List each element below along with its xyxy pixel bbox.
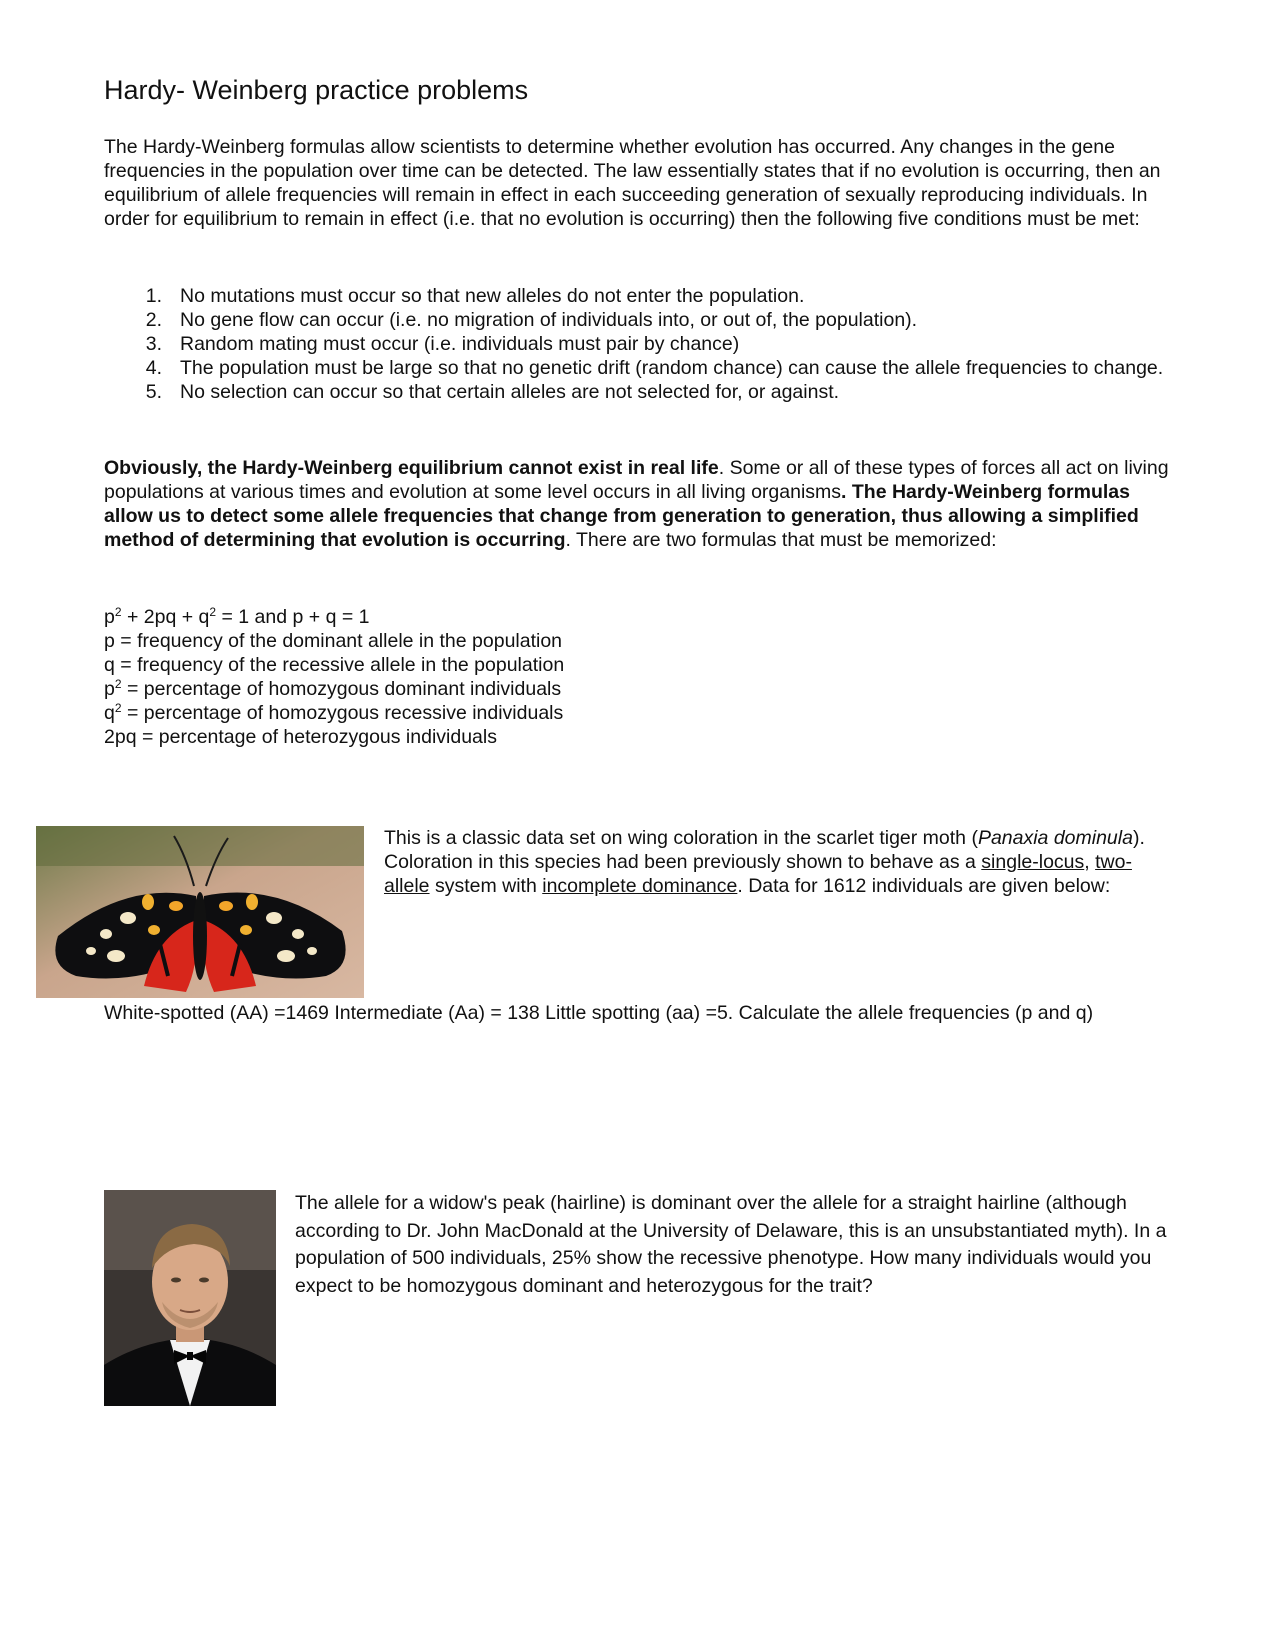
list-text: The population must be large so that no genetic drift (random chance) can cause the allele frequencies to change. bbox=[180, 357, 1164, 379]
incomplete-dominance-link[interactable]: incomplete dominance bbox=[542, 875, 738, 897]
moth-paragraph: This is a classic data set on wing coloration in the scarlet tiger moth (Panaxia dominula). Coloration in this species had been previously shown to behave as a single-locus, two-allele system with incomplete dominance. Data for 1612 individuals are given below: bbox=[384, 827, 1145, 897]
bold-statement: Obviously, the Hardy-Weinberg equilibrium cannot exist in real life bbox=[104, 457, 719, 479]
list-item bbox=[132, 332, 1192, 356]
list-number: 4. bbox=[145, 357, 162, 379]
formula-2pq-definition: 2pq = percentage of heterozygous individuals bbox=[104, 726, 497, 748]
formula-main: $p^2 + 2pq + q^2 = 1$ and p + q = 1 bbox=[104, 605, 370, 628]
conditions-list bbox=[132, 284, 1192, 404]
formula-q2-definition: $q^2$ = percentage of homozygous recessive individuals bbox=[104, 701, 564, 724]
list-number: 3. bbox=[145, 333, 162, 355]
real-life-paragraph bbox=[104, 456, 1184, 552]
formula-q-definition: q = frequency of the recessive allele in the population bbox=[104, 654, 565, 676]
single-locus-link[interactable]: single-locus bbox=[981, 851, 1085, 873]
list-number: 2. bbox=[145, 309, 162, 331]
formulas-block bbox=[104, 605, 804, 749]
person-photo bbox=[104, 1190, 276, 1406]
bold-statement: . The Hardy-Weinberg formulas allow us to detect some allele frequencies that change from generation to generation, thus allowing a simplified method of determining that evolution is occurring bbox=[104, 481, 1139, 551]
list-text: Random mating must occur (i.e. individuals must pair by chance) bbox=[180, 333, 740, 355]
list-text: No selection can occur so that certain alleles are not selected for, or against. bbox=[180, 381, 840, 403]
list-text: No mutations must occur so that new alleles do not enter the population. bbox=[180, 285, 805, 307]
paragraph-text: . Some or all of these types of forces all act on living populations at various times and evolution at some level occurs in all living organisms bbox=[104, 457, 1169, 503]
list-item bbox=[132, 308, 1192, 332]
list-text: No gene flow can occur (i.e. no migration of individuals into, or out of, the population). bbox=[180, 309, 918, 331]
formula-p-definition: p = frequency of the dominant allele in the population bbox=[104, 630, 563, 652]
species-name: Panaxia dominula bbox=[977, 827, 1133, 849]
list-number: 1. bbox=[145, 285, 162, 307]
formula-p2-definition: $p^2$ = percentage of homozygous dominant individuals bbox=[104, 677, 562, 700]
moth-data-line: White-spotted (AA) =1469 Intermediate (Aa) = 138 Little spotting (aa) =5. Calculate the allele frequencies (p and q) bbox=[104, 1002, 1094, 1024]
paragraph-text: . There are two formulas that must be memorized: bbox=[565, 529, 997, 551]
list-number: 5. bbox=[145, 381, 162, 403]
list-item bbox=[132, 356, 1192, 380]
moth-image bbox=[36, 826, 364, 998]
list-item bbox=[132, 380, 1192, 404]
list-item bbox=[132, 284, 1192, 308]
two-allele-link[interactable]: two-allele bbox=[384, 851, 1132, 897]
intro-paragraph: The Hardy-Weinberg formulas allow scientists to determine whether evolution has occurred. Any changes in the gene frequencies in the population over time can be detected. The law essentially states that if no evolution is occurring, then an equilibrium of allele frequencies will remain in effect in each succeeding generation of sexually reproducing individuals. In order for equilibrium to remain in effect (i.e. that no evolution is occurring) then the following five conditions must be met: bbox=[104, 136, 1161, 230]
page-title: Hardy- Weinberg practice problems bbox=[104, 75, 529, 105]
widows-peak-paragraph: The allele for a widow's peak (hairline) is dominant over the allele for a straight hairline (although according to Dr. John MacDonald at the University of Delaware, this is an unsubstantiated myth). In a population of 500 individuals, 25% show the recessive phenotype. How many individuals would you expect to be homozygous dominant and heterozygous for the trait? bbox=[295, 1192, 1167, 1297]
